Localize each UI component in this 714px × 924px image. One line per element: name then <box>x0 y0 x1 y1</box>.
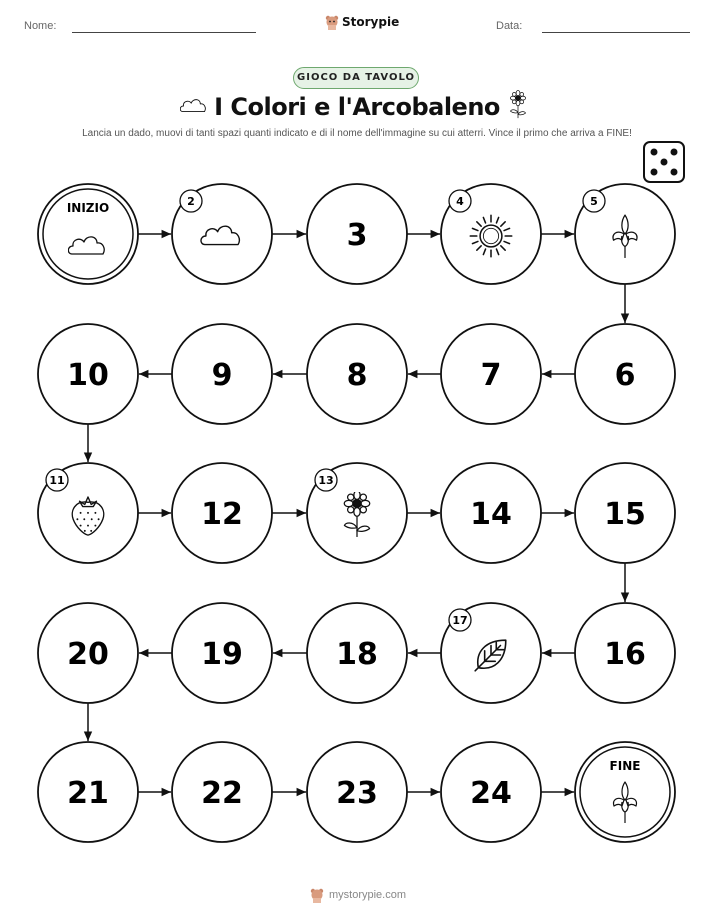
board-space-11[interactable] <box>38 463 138 563</box>
space-number: 8 <box>346 358 368 393</box>
game-type-badge: GIOCO DA TAVOLO <box>293 67 419 89</box>
space-number: 7 <box>480 358 502 393</box>
board-space-16[interactable] <box>575 603 675 703</box>
board-space-20[interactable] <box>38 603 138 703</box>
board-space-9[interactable] <box>172 324 272 424</box>
space-number: 4 <box>456 195 464 208</box>
space-number: 24 <box>470 776 512 811</box>
space-number: 2 <box>187 195 195 208</box>
board-space-5[interactable] <box>575 184 675 284</box>
space-number: 20 <box>67 637 109 672</box>
space-number: 9 <box>211 358 233 393</box>
instructions: Lancia un dado, muovi di tanti spazi quanti indicato e di il nome dell'immagine su cui atterri. Vince il primo che arriva a FINE! <box>82 128 632 139</box>
board-space-13[interactable] <box>307 463 407 563</box>
space-number: 16 <box>604 637 646 672</box>
start-label: INIZIO <box>66 201 110 215</box>
board-space-15[interactable] <box>575 463 675 563</box>
start-space[interactable] <box>38 184 138 284</box>
space-number: 10 <box>67 358 109 393</box>
date-label: Data: <box>496 20 523 32</box>
space-number: 21 <box>67 776 109 811</box>
footer-url: mystorypie.com <box>329 889 407 901</box>
brand-name: Storypie <box>342 15 400 29</box>
bear-logo-icon <box>310 887 324 903</box>
space-number: 3 <box>346 218 368 253</box>
cloud-icon <box>180 100 205 112</box>
space-number: 22 <box>201 776 243 811</box>
board-cells <box>38 184 675 842</box>
footer <box>310 887 406 903</box>
space-number: 6 <box>614 358 636 393</box>
space-number: 18 <box>336 637 378 672</box>
board-space-2[interactable] <box>172 184 272 284</box>
space-number: 23 <box>336 776 378 811</box>
space-number: 17 <box>452 614 468 627</box>
board-space-6[interactable] <box>575 324 675 424</box>
space-number: 5 <box>590 195 598 208</box>
board-space-14[interactable] <box>441 463 541 563</box>
board-space-3[interactable] <box>307 184 407 284</box>
board-space-19[interactable] <box>172 603 272 703</box>
board-space-12[interactable] <box>172 463 272 563</box>
space-number: 15 <box>604 497 646 532</box>
space-number: 13 <box>318 474 334 487</box>
space-number: 11 <box>49 474 65 487</box>
space-number: 14 <box>470 497 512 532</box>
board-space-18[interactable] <box>307 603 407 703</box>
board-space-22[interactable] <box>172 742 272 842</box>
dice-five-icon <box>644 142 684 182</box>
board-space-10[interactable] <box>38 324 138 424</box>
page-title: I Colori e l'Arcobaleno <box>214 93 500 121</box>
finish-label: FINE <box>609 759 641 773</box>
board-space-24[interactable] <box>441 742 541 842</box>
space-number: 12 <box>201 497 243 532</box>
board-space-4[interactable] <box>441 184 541 284</box>
board-space-7[interactable] <box>441 324 541 424</box>
name-label: Nome: <box>24 20 57 32</box>
space-number: 19 <box>201 637 243 672</box>
board-space-21[interactable] <box>38 742 138 842</box>
board-space-23[interactable] <box>307 742 407 842</box>
board-space-8[interactable] <box>307 324 407 424</box>
flower-icon <box>510 91 525 119</box>
board-space-17[interactable] <box>441 603 541 703</box>
finish-space[interactable] <box>575 742 675 842</box>
